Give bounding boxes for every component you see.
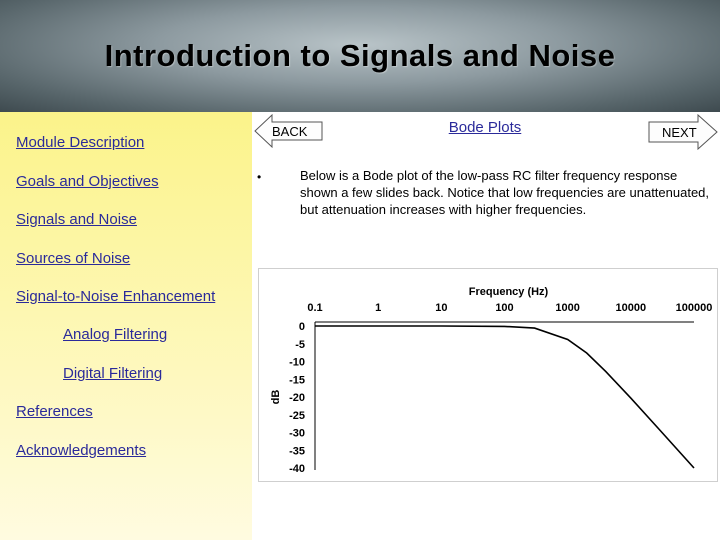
x-tick-label: 1000: [555, 302, 580, 314]
nav-link-analog-filtering[interactable]: Analog Filtering: [63, 326, 168, 343]
y-tick-label: -40: [289, 463, 305, 475]
nav-link-acknowledgements[interactable]: Acknowledgements: [16, 442, 147, 459]
bullet-point: •: [257, 170, 262, 184]
slide-title[interactable]: Bode Plots: [448, 119, 522, 136]
back-button[interactable]: [254, 114, 324, 148]
nav-link-signals-and-noise[interactable]: Signals and Noise: [16, 211, 137, 228]
x-tick-label: 100: [495, 302, 514, 314]
x-tick-label: 10000: [615, 302, 647, 314]
y-axis-label: dB: [270, 389, 282, 405]
back-label: BACK: [272, 124, 308, 139]
y-tick-label: -15: [289, 374, 305, 387]
y-tick-label: -5: [295, 338, 305, 351]
chart-title: Frequency (Hz): [468, 286, 549, 298]
page-title: Introduction to Signals and Noise: [104, 38, 616, 73]
next-button[interactable]: [648, 114, 718, 150]
y-tick-label: -30: [289, 427, 305, 440]
nav-link-goals-and-objectives[interactable]: Goals and Objectives: [16, 173, 159, 190]
sidebar-nav: [0, 112, 252, 540]
bode-plot-chart: [259, 269, 717, 481]
x-tick-label: 10: [435, 302, 448, 314]
nav-link-signal-to-noise-enhancement[interactable]: Signal-to-Noise Enhancement: [16, 288, 216, 305]
y-tick-label: -10: [289, 356, 305, 369]
series-line: [315, 326, 694, 468]
x-tick-label: 0.1: [307, 302, 323, 314]
title-banner: [0, 0, 720, 112]
y-tick-label: -25: [289, 409, 305, 422]
y-tick-label: -35: [289, 445, 305, 458]
nav-link-digital-filtering[interactable]: Digital Filtering: [63, 365, 163, 382]
nav-link-module-description[interactable]: Module Description: [16, 134, 145, 151]
x-tick-label: 1: [375, 302, 382, 314]
nav-link-references[interactable]: References: [16, 403, 93, 420]
x-tick-label: 100000: [675, 302, 713, 314]
nav-link-sources-of-noise[interactable]: Sources of Noise: [16, 250, 131, 267]
next-label: NEXT: [662, 125, 697, 140]
bode-plot-svg: [259, 269, 717, 481]
y-tick-label: -20: [289, 392, 305, 404]
slide-body-text: Below is a Bode plot of the low-pass RC filter frequency response shown a few slides back. Notice that low frequencies are unattenuated, but attenuation increases with higher frequencies.: [300, 168, 710, 217]
y-tick-label: 0: [298, 321, 305, 333]
